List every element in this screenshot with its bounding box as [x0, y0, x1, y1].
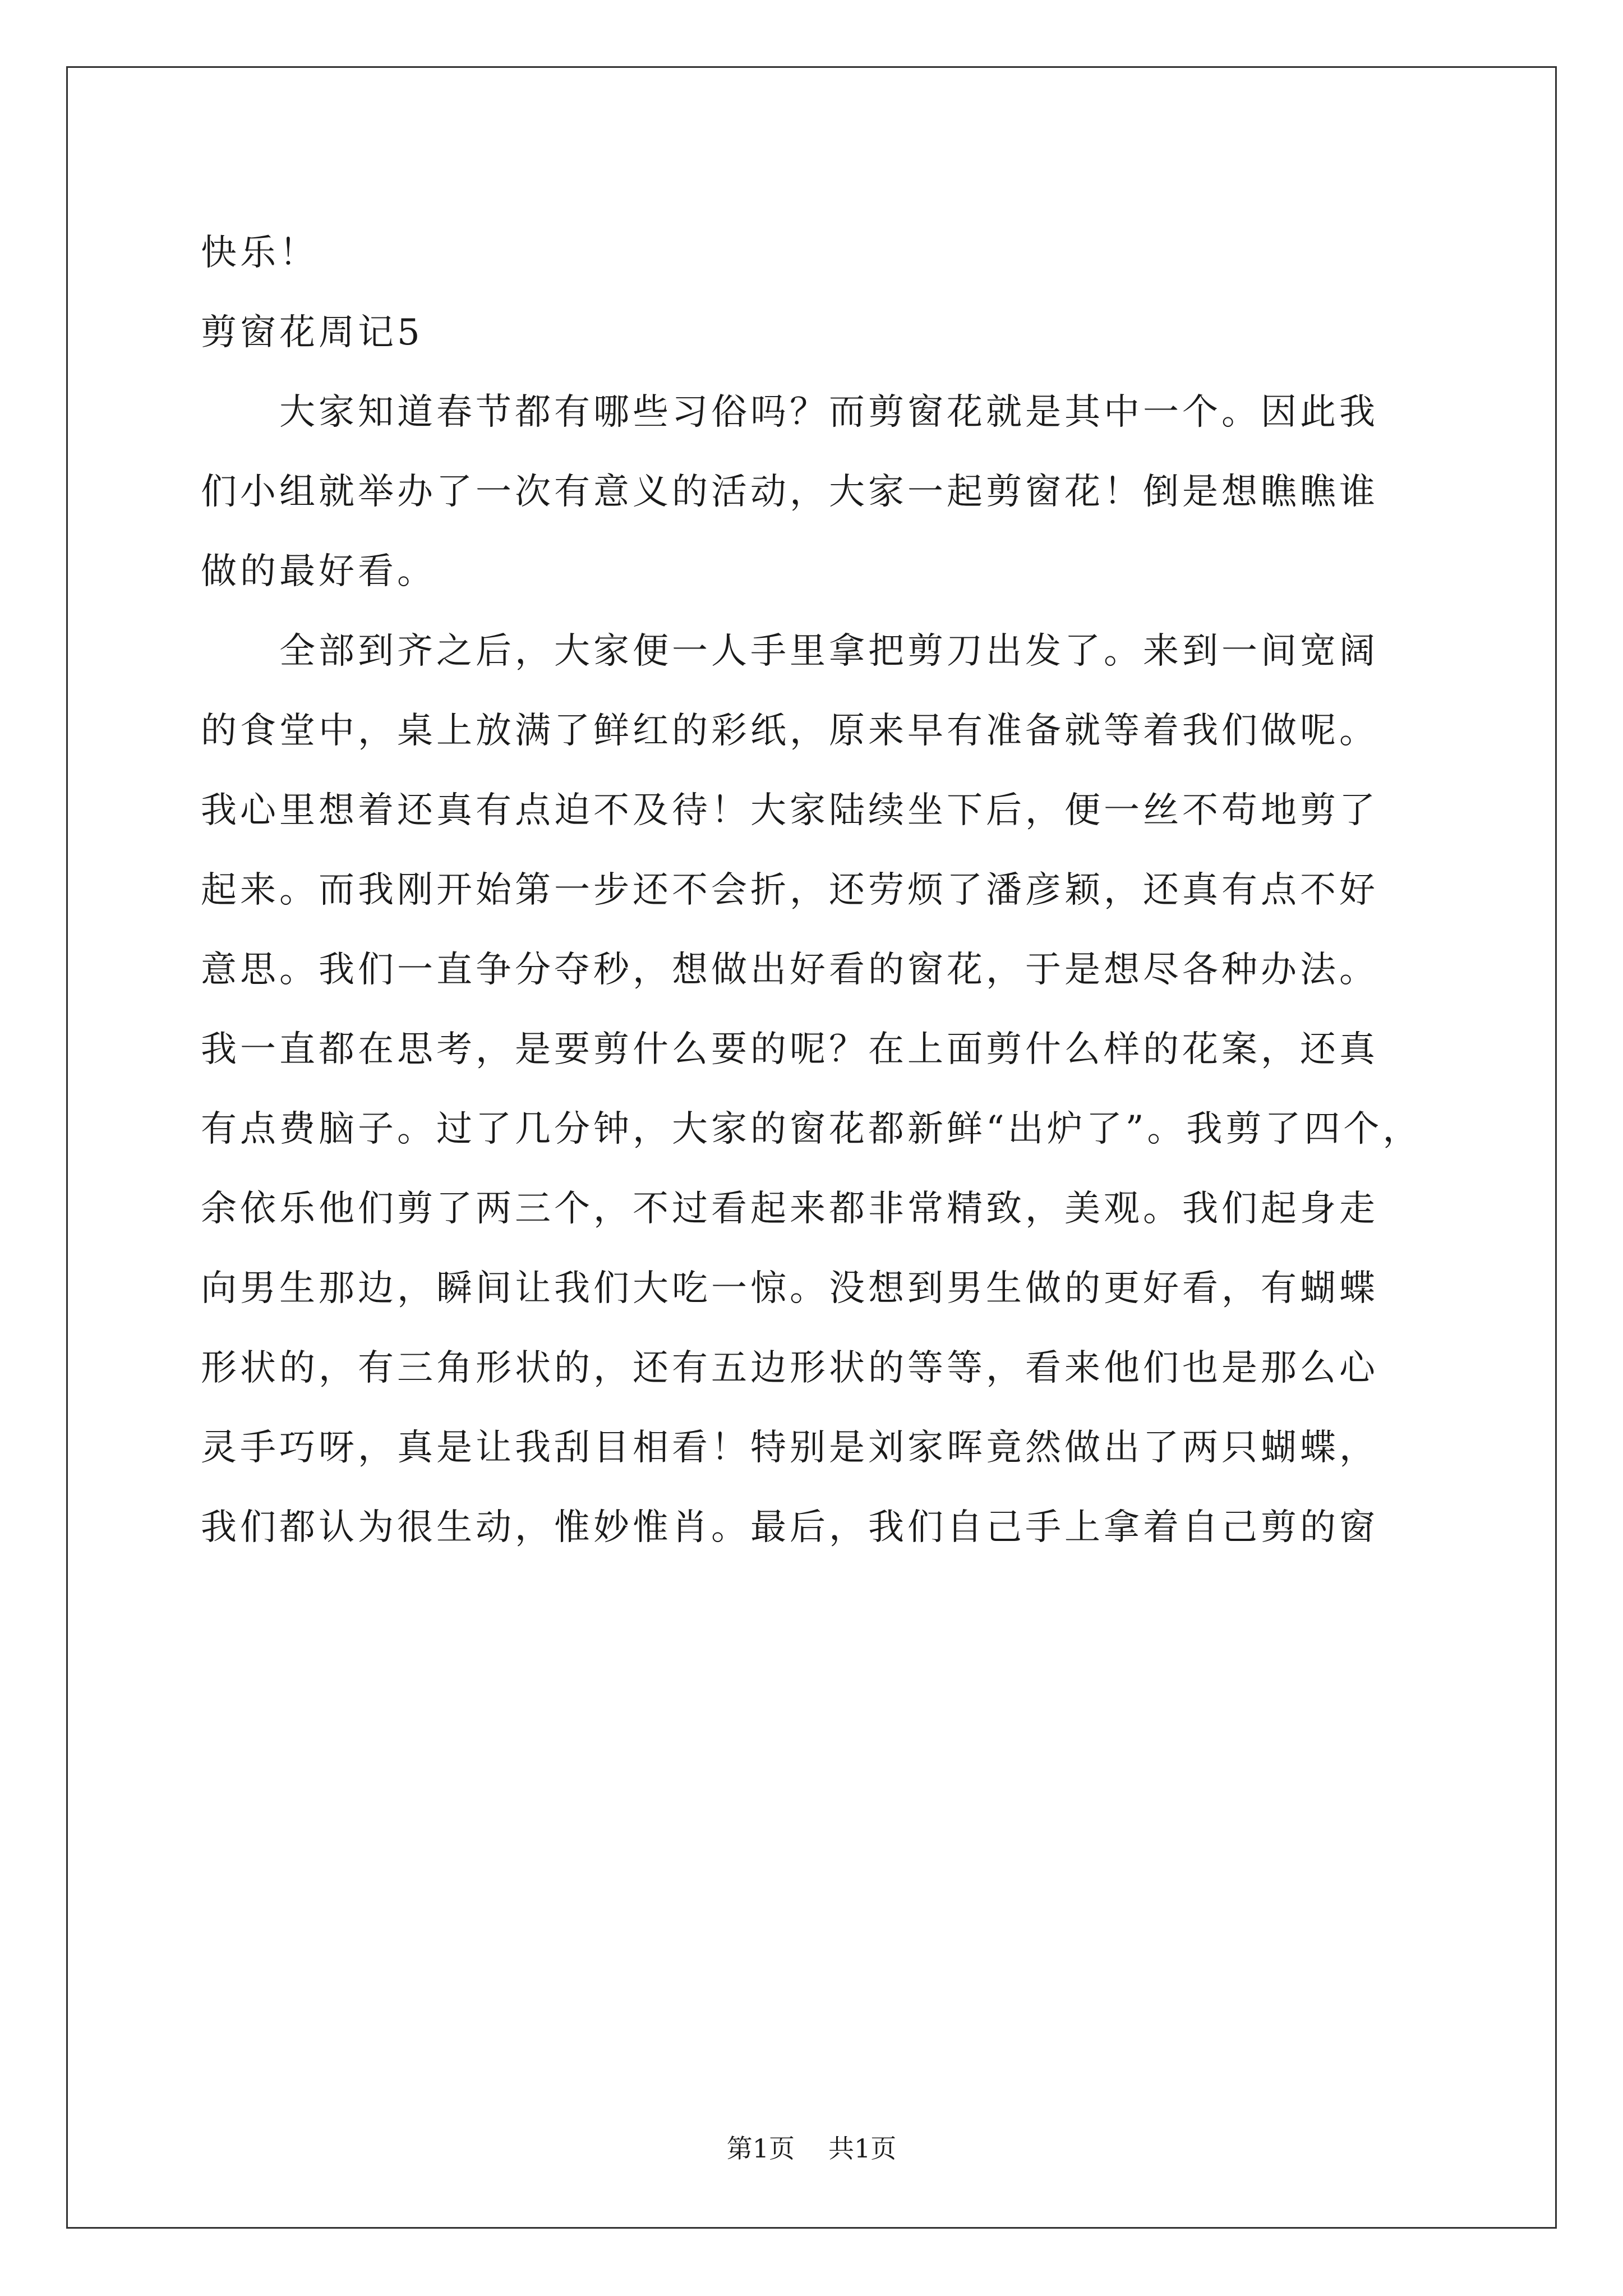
text-line-7: 的食堂中，桌上放满了鲜红的彩纸，原来早有准备就等着我们做呢。 [201, 710, 1378, 752]
text-line-13: 余依乐他们剪了两三个，不过看起来都非常精致，美观。我们起身走 [201, 1188, 1378, 1230]
text-line-3: 大家知道春节都有哪些习俗吗？而剪窗花就是其中一个。因此我 [279, 392, 1378, 433]
page-footer [0, 2132, 1623, 2165]
text-line-12: 有点费脑子。过了几分钟，大家的窗花都新鲜“出炉了”。我剪了四个， [201, 1108, 1422, 1150]
page-number-current: 第1页 [726, 2133, 795, 2164]
text-line-10: 意思。我们一直争分夺秒，想做出好看的窗花，于是想尽各种办法。 [201, 949, 1378, 991]
text-line-11: 我一直都在思考，是要剪什么要的呢？在上面剪什么样的花案，还真 [201, 1029, 1378, 1070]
text-line-4: 们小组就举办了一次有意义的活动，大家一起剪窗花！倒是想瞧瞧谁 [201, 471, 1378, 513]
document-body [201, 213, 1423, 1567]
text-line-14: 向男生那边，瞬间让我们大吃一惊。没想到男生做的更好看，有蝴蝶 [201, 1268, 1378, 1309]
text-line-1: 快乐！ [201, 232, 319, 274]
text-line-16: 灵手巧呀，真是让我刮目相看！特别是刘家晖竟然做出了两只蝴蝶， [201, 1427, 1378, 1469]
essay-title: 剪窗花周记5 [201, 312, 423, 353]
text-line-8: 我心里想着还真有点迫不及待！大家陆续坐下后，便一丝不苟地剪了 [201, 790, 1378, 831]
text-line-9: 起来。而我刚开始第一步还不会折，还劳烦了潘彦颖，还真有点不好 [201, 869, 1378, 911]
text-line-15: 形状的，有三角形状的，还有五边形状的等等，看来他们也是那么心 [201, 1347, 1378, 1389]
text-line-17: 我们都认为很生动，惟妙惟肖。最后，我们自己手上拿着自己剪的窗 [201, 1507, 1378, 1548]
page-number-total: 共1页 [828, 2133, 897, 2164]
text-line-5: 做的最好看。 [201, 551, 436, 592]
text-line-6: 全部到齐之后，大家便一人手里拿把剪刀出发了。来到一间宽阔 [279, 631, 1378, 672]
